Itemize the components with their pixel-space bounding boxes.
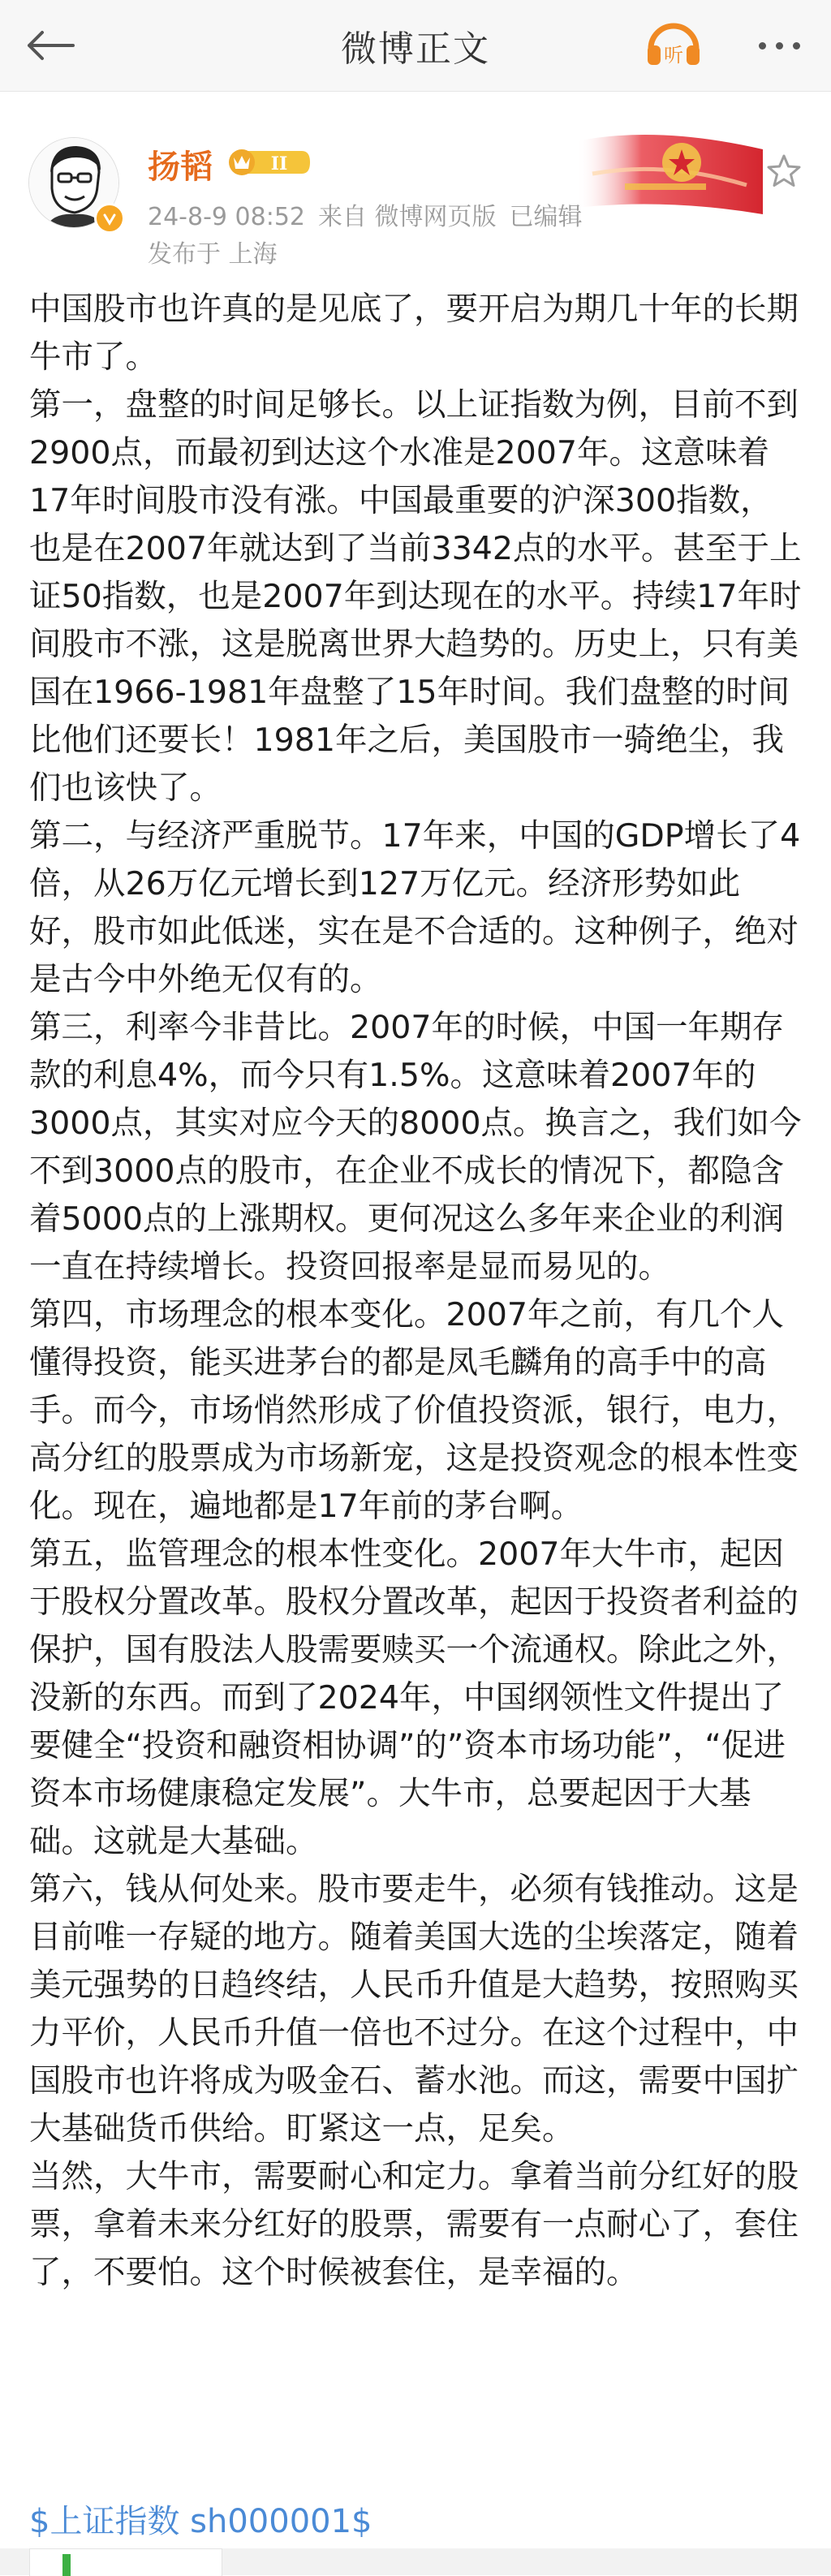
- favorite-star-icon[interactable]: [761, 149, 807, 195]
- post-paragraph: 第四，市场理念的根本变化。2007年之前，有几个人懂得投资，能买进茅台的都是凤毛麟角的高手中的高手。而今，市场悄然形成了价值投资派，银行，电力，高分红的股票成为市场新宠，这是投资观念的根本性变化。现在，遍地都是17年前的茅台啊。: [29, 1296, 799, 1525]
- top-navigation-bar: [0, 0, 831, 92]
- page-title: 微博正文: [341, 28, 490, 70]
- post-paragraph: 第六，钱从何处来。股市要走牛，必须有钱推动。这是目前唯一存疑的地方。随着美国大选的尘埃落定，随着美元强势的日趋终结，人民币升值是大趋势，按照购买力平价，人民币升值一倍也不过分。在这个过程中，中国股市也许将成为吸金石、蓄水池。而这，需要中国扩大基础货币供给。盯紧这一点，足矣。: [29, 1871, 799, 2147]
- rank-badge-text: II: [270, 153, 288, 174]
- decoration-flag-image: [560, 117, 771, 222]
- post-paragraph: 当然，大牛市，需要耐心和定力。拿着当前分红好的股票，拿着未来分红好的股票，需要有一点耐心了，套住了，不要怕。这个时候被套住，是幸福的。: [29, 2158, 799, 2291]
- post-source: 来自 微博网页版: [318, 203, 497, 231]
- post-paragraph: 第三，利率今非昔比。2007年的时候，中国一年期存款的利息4%，而今只有1.5%。这意味着2007年的3000点，其实对应今天的8000点。换言之，我们如今不到3000点的股市，在企业不成长的情况下，都隐含着5000点的上涨期权。更何况这么多年来企业的利润一直在持续增长。投资回报率是显而易见的。: [29, 1009, 802, 1286]
- post-edited[interactable]: 已编辑: [509, 203, 583, 231]
- author-name[interactable]: 扬韬: [148, 149, 213, 186]
- post-paragraph: 第一，盘整的时间足够长。以上证指数为例，目前不到2900点，而最初到达这个水准是2007年。这意味着17年时间股市没有涨。中国最重要的沪深300指数，也是在2007年就达到了当前3342点的水平。甚至于上证50指数，也是2007年到达现在的水平。持续17年时间股市不涨，这是脱离世界大趋势的。历史上，只有美国在1966-1981年盘整了15年时间。我们盘整的时间比他们还要长！1981年之后，美国股市一骑绝尘，我们也该快了。: [29, 386, 802, 807]
- verified-badge-icon: [94, 203, 125, 234]
- post-location: 发布于 上海: [148, 240, 278, 269]
- listen-icon[interactable]: [641, 11, 706, 76]
- post-date: 24-8-9 08:52: [148, 203, 305, 231]
- post-paragraph: 中国股市也许真的是见底了，要开启为期几十年的长期牛市了。: [29, 291, 799, 376]
- listen-label: 听: [664, 44, 683, 67]
- stock-sparkline: [62, 2554, 71, 2576]
- rank-badge-icon[interactable]: [227, 148, 313, 177]
- stock-card-strip: [0, 2548, 831, 2575]
- post-body: [29, 286, 804, 2297]
- stock-tag-link[interactable]: $上证指数 sh000001$: [29, 2503, 372, 2540]
- post-paragraph: 第五，监管理念的根本性变化。2007年大牛市，起因于股权分置改革。股权分置改革，起因于投资者利益的保护，国有股法人股需要赎买一个流通权。除此之外，没新的东西。而到了2024年，中国纲领性文件提出了要健全“投资和融资相协调”的”资本市场功能”，“促进资本市场健康稳定发展”。大牛市，总要起因于大基础。这就是大基础。: [29, 1536, 799, 1860]
- more-icon[interactable]: [747, 16, 812, 75]
- stock-card[interactable]: [29, 2548, 222, 2576]
- post-meta: [148, 196, 596, 232]
- post-header: [0, 106, 831, 276]
- post-paragraph: 第二，与经济严重脱节。17年来，中国的GDP增长了4倍，从26万亿元增长到127万亿元。经济形势如此好，股市如此低迷，实在是不合适的。这种例子，绝对是古今中外绝无仅有的。: [29, 817, 801, 998]
